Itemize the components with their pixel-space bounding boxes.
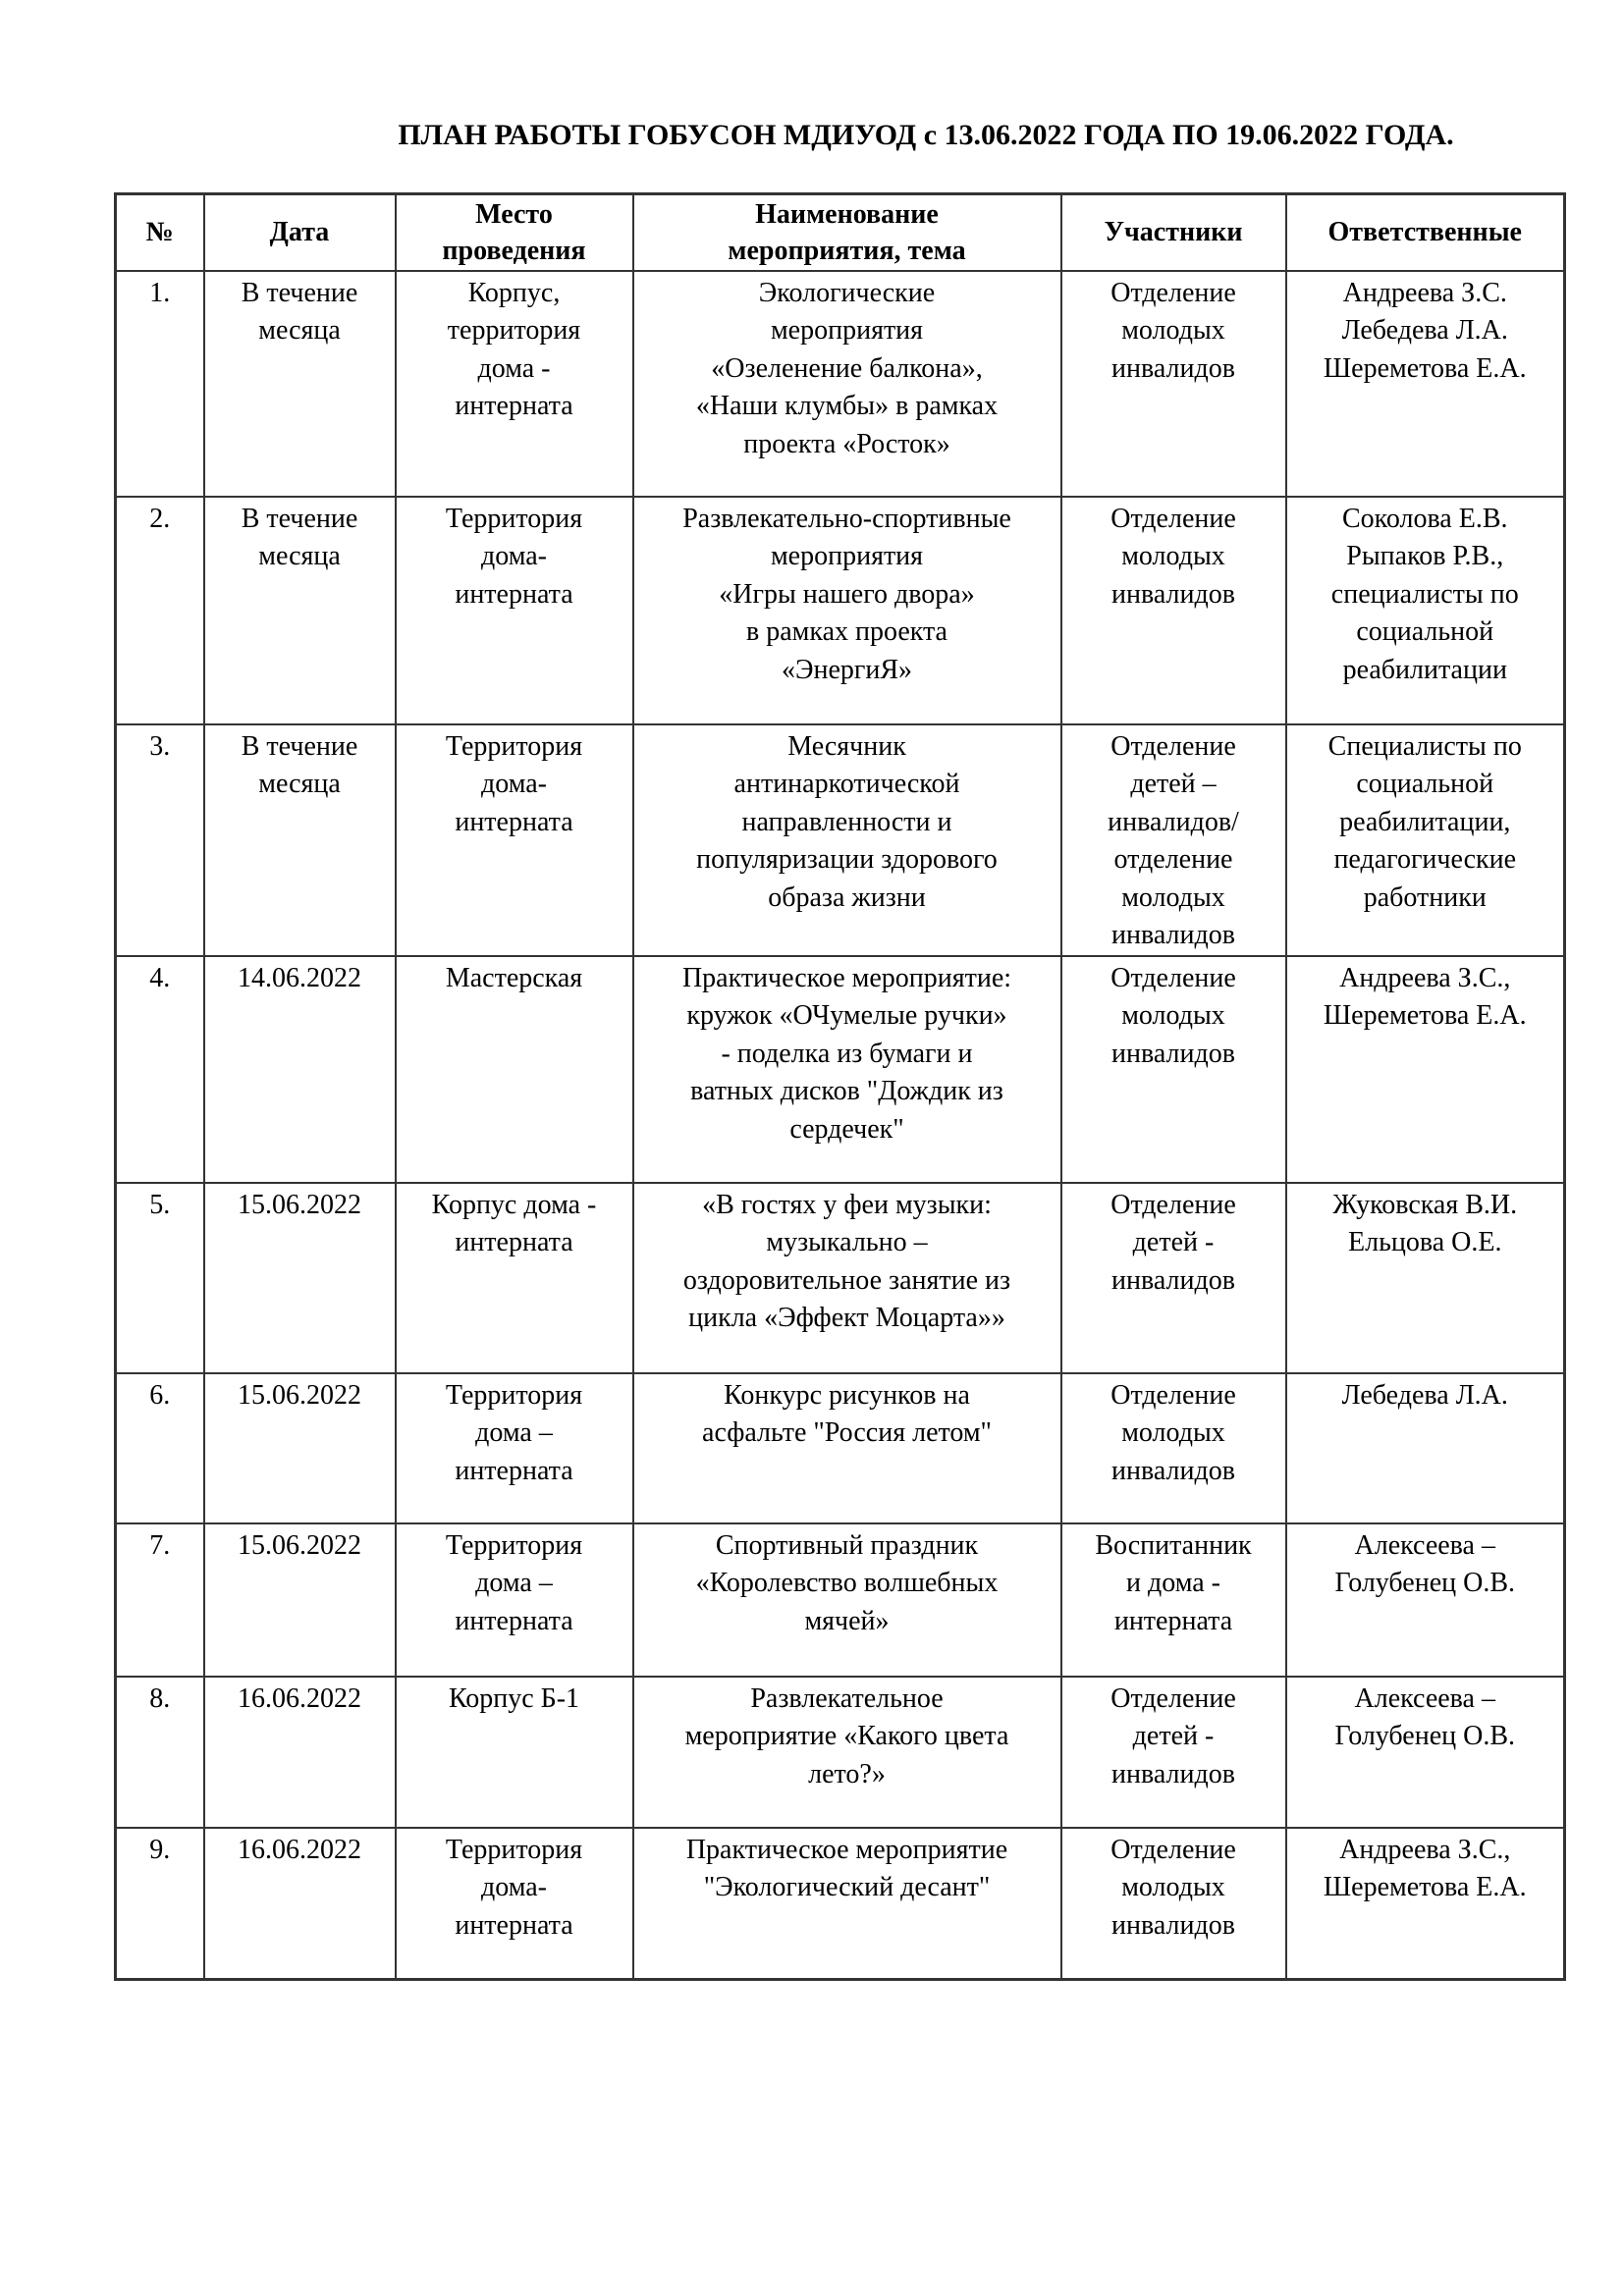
cell-event-line: ватных дисков "Дождик из [690, 1076, 1003, 1106]
cell-number-text: 7. [149, 1529, 171, 1561]
cell-place-line: Территория [445, 1834, 583, 1865]
cell-place-line: интерната [455, 1605, 573, 1636]
cell-date [204, 1373, 396, 1523]
cell-number [116, 1828, 204, 1980]
cell-participants [1061, 1183, 1286, 1373]
cell-number [116, 1373, 204, 1523]
cell-responsible-line: Андреева З.С., [1339, 1834, 1511, 1865]
cell-date-line: В течение [241, 503, 358, 534]
cell-responsible-line: Шереметова Е.А. [1323, 1872, 1527, 1902]
cell-responsible-line: педагогические [1333, 844, 1517, 875]
cell-event-line: «Игры нашего двора» [719, 578, 975, 610]
cell-participants [1061, 497, 1286, 724]
cell-event [633, 1828, 1061, 1980]
document-title: ПЛАН РАБОТЫ ГОБУСОН МДИУОД с 13.06.2022 ГОДА ПО 19.06.2022 ГОДА. [398, 119, 1454, 151]
cell-number-text: 1. [149, 277, 171, 308]
cell-participants-line: молодых [1121, 1000, 1225, 1031]
cell-responsible [1286, 497, 1565, 724]
cell-date-line: 14.06.2022 [238, 962, 361, 993]
cell-event-line: мероприятие «Какого цвета [684, 1721, 1009, 1751]
header-place-line: Место [475, 198, 553, 230]
table-row [116, 1523, 1565, 1677]
cell-place-line: дома - [477, 352, 551, 384]
cell-event-line: направленности и [741, 806, 952, 837]
cell-responsible [1286, 1677, 1565, 1828]
cell-participants-line: отделение [1113, 844, 1233, 875]
cell-number [116, 1523, 204, 1677]
cell-event-line: лето?» [808, 1758, 886, 1789]
header-participants [1061, 194, 1286, 271]
cell-participants-line: Отделение [1110, 1189, 1236, 1220]
cell-event [633, 956, 1061, 1183]
cell-number [116, 1677, 204, 1828]
cell-place-line: дома – [475, 1568, 553, 1598]
cell-place [396, 1828, 633, 1980]
cell-event-line: Развлекательно-спортивные [682, 503, 1011, 534]
cell-participants [1061, 1373, 1286, 1523]
cell-place [396, 1523, 633, 1677]
cell-participants-line: детей – [1130, 769, 1217, 799]
cell-participants-line: инвалидов [1111, 920, 1235, 950]
table-row [116, 956, 1565, 1183]
cell-place-line: Территория [445, 503, 583, 534]
cell-participants-line: инвалидов [1111, 1455, 1235, 1486]
cell-place-line: интерната [455, 1455, 573, 1486]
cell-responsible-line: Лебедева Л.А. [1341, 1379, 1508, 1411]
cell-event-line: Практическое мероприятие: [681, 962, 1012, 993]
header-responsible [1286, 194, 1565, 271]
cell-event-line: «Наши клумбы» в рамках [695, 391, 999, 421]
cell-participants-line: детей - [1132, 1227, 1215, 1257]
cell-responsible-line: Андреева З.С., [1339, 962, 1511, 993]
cell-date [204, 724, 396, 956]
cell-place-line: интерната [455, 391, 573, 421]
cell-number [116, 956, 204, 1183]
cell-responsible [1286, 956, 1565, 1183]
cell-responsible-line: Ельцова О.Е. [1348, 1227, 1502, 1257]
cell-responsible [1286, 271, 1565, 497]
cell-participants-line: молодых [1121, 881, 1225, 913]
cell-participants-line: молодых [1121, 541, 1225, 571]
cell-number-text: 8. [149, 1682, 171, 1714]
cell-participants-line: молодых [1121, 1872, 1225, 1902]
cell-event-line: проекта «Росток» [743, 428, 950, 459]
cell-date-line: 15.06.2022 [238, 1189, 361, 1220]
cell-participants [1061, 271, 1286, 497]
cell-responsible-line: социальной [1356, 616, 1494, 647]
cell-responsible-line: Алексеева – [1354, 1682, 1495, 1714]
cell-responsible-line: Голубенец О.В. [1334, 1721, 1516, 1751]
cell-place-line: интерната [455, 578, 573, 610]
cell-responsible-line: Лебедева Л.А. [1341, 315, 1508, 346]
cell-place-line: интерната [455, 806, 573, 837]
cell-place-line: Корпус Б-1 [448, 1682, 580, 1714]
cell-event-line: популяризации здорового [696, 844, 998, 875]
cell-responsible-line: работники [1363, 881, 1487, 913]
cell-responsible-line: специалисты по [1330, 578, 1519, 610]
table-row [116, 1183, 1565, 1373]
header-number [116, 194, 204, 271]
cell-place-line: интерната [455, 1909, 573, 1941]
cell-place [396, 497, 633, 724]
cell-participants-line: инвалидов [1111, 1758, 1235, 1789]
cell-number-text: 5. [149, 1189, 171, 1220]
cell-place-line: Корпус дома - [431, 1189, 597, 1220]
cell-number-text: 6. [149, 1379, 171, 1411]
cell-date-line: 16.06.2022 [238, 1834, 361, 1865]
cell-number-text: 3. [149, 730, 171, 762]
table-header-row [116, 194, 1565, 271]
cell-participants [1061, 724, 1286, 956]
table-row [116, 497, 1565, 724]
cell-responsible-line: Специалисты по [1327, 730, 1522, 762]
cell-place [396, 956, 633, 1183]
cell-participants [1061, 1523, 1286, 1677]
header-event [633, 194, 1061, 271]
table-body [116, 271, 1565, 1980]
cell-number [116, 271, 204, 497]
cell-place-line: интерната [455, 1227, 573, 1257]
cell-event-line: сердечек" [789, 1113, 904, 1145]
cell-date [204, 1828, 396, 1980]
cell-responsible [1286, 1523, 1565, 1677]
cell-participants [1061, 1677, 1286, 1828]
cell-number [116, 724, 204, 956]
header-event-line: мероприятия, тема [728, 235, 966, 266]
cell-event [633, 1373, 1061, 1523]
cell-responsible-line: социальной [1356, 769, 1494, 799]
cell-date [204, 1677, 396, 1828]
cell-event-line: в рамках проекта [746, 616, 947, 647]
cell-date-line: В течение [241, 277, 358, 308]
cell-responsible [1286, 1828, 1565, 1980]
cell-event [633, 1183, 1061, 1373]
cell-participants-line: Отделение [1110, 503, 1236, 534]
cell-participants-line: и дома - [1126, 1568, 1220, 1598]
cell-participants-line: Отделение [1110, 1682, 1236, 1714]
cell-responsible-line: Алексеева – [1354, 1529, 1495, 1561]
cell-date [204, 497, 396, 724]
cell-place-line: дома – [475, 1417, 553, 1448]
cell-date-line: 16.06.2022 [238, 1682, 361, 1714]
header-place-line: проведения [442, 235, 586, 266]
cell-responsible-line: Андреева З.С. [1342, 277, 1507, 308]
cell-participants-line: молодых [1121, 315, 1225, 346]
cell-responsible-line: реабилитации [1342, 654, 1507, 685]
table-row [116, 271, 1565, 497]
cell-responsible [1286, 1373, 1565, 1523]
cell-number-text: 4. [149, 962, 171, 993]
cell-participants-line: Отделение [1110, 730, 1236, 762]
cell-event-line: Месячник [787, 730, 906, 762]
header-responsible-text: Ответственные [1327, 217, 1522, 248]
cell-responsible-line: Голубенец О.В. [1334, 1568, 1516, 1598]
work-plan-table [114, 192, 1566, 1981]
cell-participants-line: инвалидов [1111, 1038, 1235, 1069]
cell-participants-line: интерната [1113, 1605, 1233, 1636]
header-date [204, 194, 396, 271]
cell-event-line: мероприятия [770, 541, 924, 571]
cell-date [204, 1523, 396, 1677]
cell-event-line: "Экологический десант" [703, 1872, 991, 1902]
cell-event-line: музыкально – [766, 1227, 928, 1257]
cell-event-line: Конкурс рисунков на [724, 1379, 970, 1411]
cell-responsible-line: Шереметова Е.А. [1323, 352, 1527, 384]
cell-date-line: 15.06.2022 [238, 1529, 361, 1561]
cell-date-line: месяца [258, 541, 341, 571]
cell-place-line: Корпус, [467, 277, 561, 308]
cell-place [396, 724, 633, 956]
cell-responsible [1286, 1183, 1565, 1373]
cell-date-line: В течение [241, 730, 358, 762]
cell-number-text: 9. [149, 1834, 171, 1865]
cell-event-line: - поделка из бумаги и [721, 1038, 973, 1069]
cell-participants [1061, 956, 1286, 1183]
cell-place-line: дома- [481, 541, 547, 571]
cell-event-line: «ЭнергиЯ» [781, 654, 913, 685]
cell-responsible-line: реабилитации, [1339, 806, 1511, 837]
cell-event-line: оздоровительное занятие из [682, 1264, 1011, 1296]
cell-participants-line: инвалидов [1111, 352, 1235, 384]
cell-event [633, 271, 1061, 497]
cell-place [396, 1373, 633, 1523]
cell-responsible-line: Шереметова Е.А. [1323, 1000, 1527, 1031]
cell-place-line: Территория [445, 1379, 583, 1411]
cell-responsible-line: Рыпаков Р.В., [1346, 541, 1504, 571]
cell-participants [1061, 1828, 1286, 1980]
cell-event [633, 497, 1061, 724]
cell-participants-line: инвалидов/ [1108, 806, 1239, 837]
cell-responsible-line: Жуковская В.И. [1332, 1189, 1518, 1220]
cell-event-line: Экологические [758, 277, 936, 308]
cell-place-line: территория [447, 315, 581, 346]
table-row [116, 1677, 1565, 1828]
cell-event-line: «Озеленение балкона», [711, 352, 983, 384]
cell-date [204, 1183, 396, 1373]
header-date-text: Дата [269, 217, 330, 248]
cell-participants-line: Отделение [1110, 962, 1236, 993]
cell-date [204, 271, 396, 497]
cell-event-line: цикла «Эффект Моцарта»» [688, 1303, 1005, 1333]
cell-event-line: антинаркотической [733, 769, 960, 799]
cell-participants-line: Отделение [1110, 1379, 1236, 1411]
cell-event [633, 1677, 1061, 1828]
cell-place [396, 271, 633, 497]
header-participants-text: Участники [1104, 217, 1243, 248]
cell-place-line: дома- [481, 1872, 547, 1902]
cell-event-line: Практическое мероприятие [685, 1834, 1008, 1865]
cell-event-line: кружок «ОЧумелые ручки» [686, 1000, 1007, 1031]
cell-place-line: Мастерская [445, 962, 583, 993]
cell-participants-line: Отделение [1110, 1834, 1236, 1865]
table-row [116, 1828, 1565, 1980]
table-row [116, 724, 1565, 956]
cell-participants-line: детей - [1132, 1721, 1215, 1751]
cell-number [116, 1183, 204, 1373]
cell-event [633, 1523, 1061, 1677]
cell-event-line: образа жизни [768, 881, 926, 913]
cell-place [396, 1677, 633, 1828]
table-row [116, 1373, 1565, 1523]
cell-date-line: месяца [258, 315, 341, 346]
cell-responsible-line: Соколова Е.В. [1341, 503, 1508, 534]
cell-participants-line: инвалидов [1111, 1909, 1235, 1941]
cell-number [116, 497, 204, 724]
cell-participants-line: инвалидов [1111, 578, 1235, 610]
cell-date [204, 956, 396, 1183]
header-number-text: № [145, 217, 174, 248]
cell-place-line: Территория [445, 730, 583, 762]
cell-participants-line: Воспитанник [1095, 1529, 1252, 1561]
cell-number-text: 2. [149, 503, 171, 534]
cell-place-line: Территория [445, 1529, 583, 1561]
cell-event-line: мячей» [804, 1605, 890, 1636]
cell-event-line: асфальте "Россия летом" [702, 1417, 992, 1448]
cell-place [396, 1183, 633, 1373]
cell-participants-line: молодых [1121, 1417, 1225, 1448]
cell-date-line: месяца [258, 769, 341, 799]
header-event-line: Наименование [755, 198, 939, 230]
cell-event [633, 724, 1061, 956]
cell-event-line: «Королевство волшебных [695, 1568, 999, 1598]
cell-event-line: «В гостях у феи музыки: [702, 1189, 992, 1220]
cell-date-line: 15.06.2022 [238, 1379, 361, 1411]
cell-responsible [1286, 724, 1565, 956]
cell-place-line: дома- [481, 769, 547, 799]
cell-event-line: Спортивный праздник [715, 1529, 979, 1561]
cell-participants-line: Отделение [1110, 277, 1236, 308]
cell-participants-line: инвалидов [1111, 1264, 1235, 1296]
header-place [396, 194, 633, 271]
cell-event-line: мероприятия [770, 315, 924, 346]
cell-event-line: Развлекательное [750, 1682, 944, 1714]
